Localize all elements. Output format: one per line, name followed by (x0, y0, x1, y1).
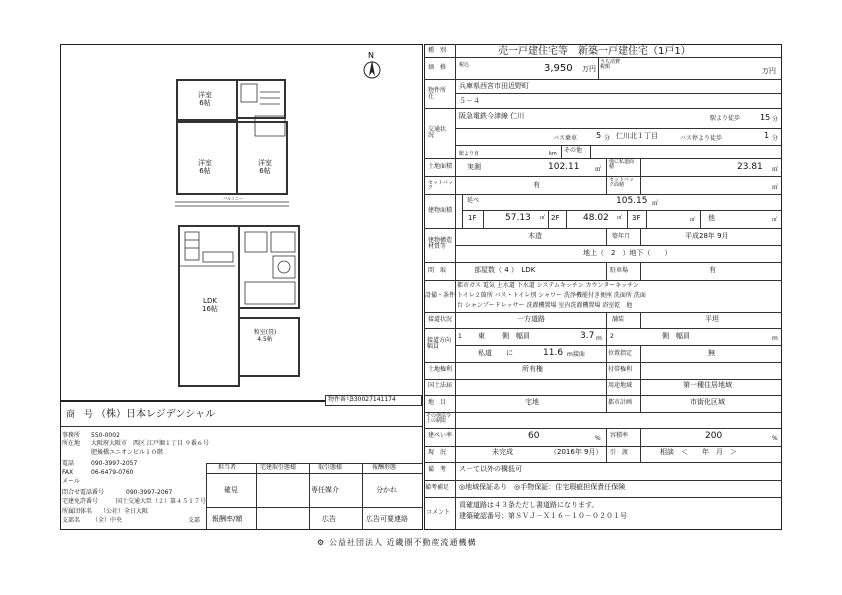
svg-text:N: N (368, 51, 374, 60)
price-sub: 税込 (459, 62, 470, 68)
far-label: 容積率 (610, 432, 629, 439)
structure-label: 建物構造材質等 (428, 237, 453, 250)
land-right-value: 所有権 (522, 365, 543, 373)
built-value: 平成28年 9月 (685, 232, 729, 240)
parking-label: 駐車場 (610, 267, 629, 274)
remarks-label: 備 考 (428, 466, 447, 473)
contact-person-label: 担当者 (218, 464, 237, 471)
note-value: ◎地域保証あり ◎手物保証：住宅瑕疵担保責任保険 (459, 483, 626, 491)
equipment-value1: 都市ガス 電気 上水道 下水道 システムキッチン カウンターキッチン (457, 282, 639, 289)
office-zip: 550-0002 (91, 432, 120, 439)
status-value: 未完成 (492, 448, 513, 456)
road1-no: 1 (458, 333, 462, 340)
c3-value: 分かれ (376, 486, 397, 494)
status-date: （2016年 9月） (550, 448, 603, 456)
c2-value: 専任媒介 (311, 486, 339, 494)
road1-unit: m (596, 335, 602, 342)
coverage-value: 60 (528, 431, 540, 441)
floor2-label: 2F (551, 214, 560, 222)
traffic-bus-walk-unit: 分 (772, 135, 779, 142)
floor1-unit: ㎡ (540, 215, 546, 221)
equipment-value3: 台 シャンプードレッサー 洗濯機置場 室内洗濯機置場 浴室乾 他 (457, 302, 633, 309)
license-value: 国土交通大臣（２）第４５１７号 (116, 498, 207, 505)
branch-label: 支部名 (62, 517, 81, 524)
law-label: 国土法届 (428, 382, 453, 389)
road-position-value: 無 (708, 349, 715, 357)
setback-label: セットバック (428, 180, 453, 191)
road-dir-label: 接道方向幅員 (427, 337, 452, 350)
setback-area-unit: ㎡ (772, 184, 779, 191)
traffic-bus-unit: 分 (604, 135, 611, 142)
road2-no: 2 (610, 333, 614, 340)
traffic-km: 駅より直 (459, 151, 480, 157)
room-ldk: LDK 16帖 (202, 297, 218, 313)
price-note: うち消費税額 (600, 59, 621, 70)
contact-value: 090-3997-2067 (126, 489, 173, 496)
assoc-label: 所属団体名 (62, 508, 93, 515)
stories-value: 地上（ 2 ）地下（ ） (583, 249, 672, 257)
private-road-label: 他に私道面積 (609, 159, 635, 170)
type-label: 種 別 (428, 47, 447, 54)
layout-label: 間 取 (428, 267, 447, 274)
coverage-label: 建ぺい率 (428, 432, 453, 439)
fee-label-header: 報酬形態 (372, 464, 397, 471)
tel-label: 電話 (62, 460, 75, 467)
setback-area-label: セットバック面積 (609, 177, 634, 188)
tel-value: 090-3997-2057 (91, 460, 138, 467)
land-type: 実測 (467, 163, 481, 171)
traffic-bus-min: 5 (596, 131, 602, 140)
note-label: 備考補足 (425, 484, 450, 491)
traffic-km-unit: km (549, 151, 557, 157)
comment-label: コメント (426, 509, 451, 516)
address-value2: 肥後橋ユニオンビル１０階 (91, 449, 164, 456)
built-label: 築年月 (612, 233, 631, 240)
building-total-label: 延べ (467, 197, 480, 204)
c4-value: 報酬率/額 (212, 515, 243, 523)
assoc-value: （公社）全日大阪 (100, 508, 149, 515)
remarks-value: ス－て以外の構低可 (459, 465, 522, 473)
road-private: 私道 に (478, 349, 513, 357)
land-unit: ㎡ (595, 166, 602, 173)
road-contact: 11.6 (543, 348, 564, 358)
svg-text:バルコニー: バルコニー (223, 196, 243, 201)
road1-dir: 東 (478, 332, 485, 340)
office-label: 事務所 (62, 432, 81, 439)
city-plan-label: 都市計画 (608, 399, 633, 406)
land-right-label: 土地権利 (428, 366, 453, 373)
traffic-other: その他 (564, 147, 583, 154)
comment-value2: 建築確認番号：第ＳＶＪ－Ｘ１６－１０－０２０１号 (459, 512, 627, 520)
land-value: 102.11 (548, 162, 580, 172)
license-label: 宅建免許番号 (62, 498, 99, 505)
floor2-value: 48.02 (583, 213, 609, 223)
chimoku-label: 地 目 (428, 399, 447, 406)
structure-value: 木造 (528, 232, 542, 240)
building-total-value: 105.15 (616, 196, 648, 206)
other-limit-label: その他法令上の制限 (426, 413, 452, 424)
private-road-value: 23.81 (737, 162, 763, 172)
floor1-label: 1F (468, 214, 477, 222)
property-id-value: 330027141174 (350, 396, 396, 403)
comment-value1: 貢確道路は４３条ただし書道路になります。 (459, 501, 599, 509)
setback-value: 有 (533, 181, 540, 189)
floor1-value: 57.13 (505, 213, 531, 223)
branch-suffix: 支部 (188, 517, 201, 524)
traffic-walk-unit: 分 (772, 116, 779, 123)
chimoku-value: 宅地 (525, 398, 539, 406)
building-label: 建物面積 (428, 207, 453, 214)
road-pave-value: 平坦 (705, 315, 719, 323)
floor-other-unit: ㎡ (772, 217, 778, 223)
coverage-unit: % (595, 435, 601, 442)
price-label: 価 格 (428, 64, 447, 71)
parking-value: 有 (709, 266, 716, 274)
land-label: 土地面積 (428, 163, 453, 170)
status-label: 現 況 (428, 449, 447, 456)
floor2-unit: ㎡ (617, 215, 623, 221)
c1-value: 確見 (224, 486, 238, 494)
traffic-line: 阪急電鉄今津線 仁川 (459, 112, 525, 120)
agent-label: 取引態様 (318, 464, 343, 471)
room-2f-west: 洋室 6帖 (198, 91, 212, 107)
footer-text: 公益社団法人 近畿圏不動産流通機構 (329, 538, 477, 547)
equipment-label: 設備・条件 (425, 292, 456, 299)
c5-value: 広告 (322, 515, 336, 523)
location-value1: 兵庫県西宮市田近野町 (459, 82, 529, 90)
far-value: 200 (705, 431, 723, 441)
price-unit2: 万円 (762, 67, 776, 75)
price-value: 3,950 (544, 63, 573, 74)
road-position-label: 位置指定 (608, 350, 633, 357)
road-pave-label: 舗装 (612, 316, 625, 323)
delivery-label: 引 渡 (610, 449, 629, 456)
city-plan-value: 市街化区域 (690, 398, 725, 406)
contact-label: 問合せ電話番号 (62, 489, 105, 496)
floor-other: 他 (708, 214, 715, 222)
property-id-label: 物件番号 (328, 396, 353, 403)
zoning-label: 用途地域 (608, 382, 633, 389)
floor3-label: 3F (632, 214, 641, 222)
road1-width: 3.7 (580, 331, 595, 341)
type-label: 宅建取引態様 (260, 464, 297, 471)
road2-unit: m (772, 335, 778, 342)
private-road-unit: ㎡ (772, 166, 779, 173)
address-label: 所在地 (62, 440, 81, 447)
traffic-bus-walk-min: 1 (764, 131, 770, 140)
c6-value: 広告可要連絡 (366, 515, 408, 523)
footer-logo-icon: ⚙ (317, 538, 325, 547)
traffic-bus-stop: 仁川北１丁目 (616, 132, 658, 140)
room-japanese: 和室(畳) 4.5帖 (253, 329, 277, 343)
fax-value: 06-6479-0760 (91, 469, 134, 476)
price-unit: 万円 (582, 65, 596, 73)
traffic-walk-label: 駅より徒歩 (710, 115, 741, 122)
traffic-bus-walk-label: バス停より徒歩 (680, 135, 723, 142)
building-total-unit: ㎡ (652, 200, 659, 207)
road1-width-label: 側 幅員 (502, 332, 530, 340)
land-use-label: 付帯権利 (608, 366, 633, 373)
delivery-value: 相談 ＜ 年 月 ＞ (660, 448, 737, 456)
trade-value: （株）日本レジデンシャル (96, 409, 216, 420)
location-value2: ５－４ (459, 97, 480, 105)
road-label: 接道状況 (428, 316, 453, 323)
address-value1: 大阪府大阪市 西区 江戸堀１丁目 ９番６号 (91, 440, 209, 447)
layout-value: 部屋数（ 4 ） LDK (474, 266, 536, 274)
far-unit: % (772, 435, 778, 442)
floor3-unit: ㎡ (690, 217, 696, 223)
branch-value: （全）中央 (92, 517, 123, 524)
traffic-bus-label: バス乗車 (553, 135, 578, 142)
road-contact-unit: m接面 (567, 351, 585, 358)
equipment-value2: トイレ２箇所 バス・トイレ別 シャワー 洗浄機能付き便座 洗面所 洗面 (457, 292, 646, 299)
road-value: 一方道路 (517, 315, 545, 323)
traffic-walk-min: 15 (760, 113, 771, 122)
traffic-label: 交通状況 (428, 126, 447, 139)
zoning-value: 第一種住居地域 (683, 381, 732, 389)
north-arrow-icon (360, 50, 384, 80)
room-2f-southeast: 洋室 6帖 (258, 159, 272, 175)
location-label: 物件所在 (428, 87, 447, 100)
trade-label: 商 号 (66, 410, 94, 420)
mail-label: メール (62, 478, 80, 485)
road2-width-label: 側 幅員 (662, 332, 690, 340)
room-2f-southwest: 洋室 6帖 (198, 159, 212, 175)
fax-label: FAX (62, 469, 74, 476)
type-value: 売一戸建住宅等 新築一戸建住宅（1戸1） (498, 46, 691, 57)
